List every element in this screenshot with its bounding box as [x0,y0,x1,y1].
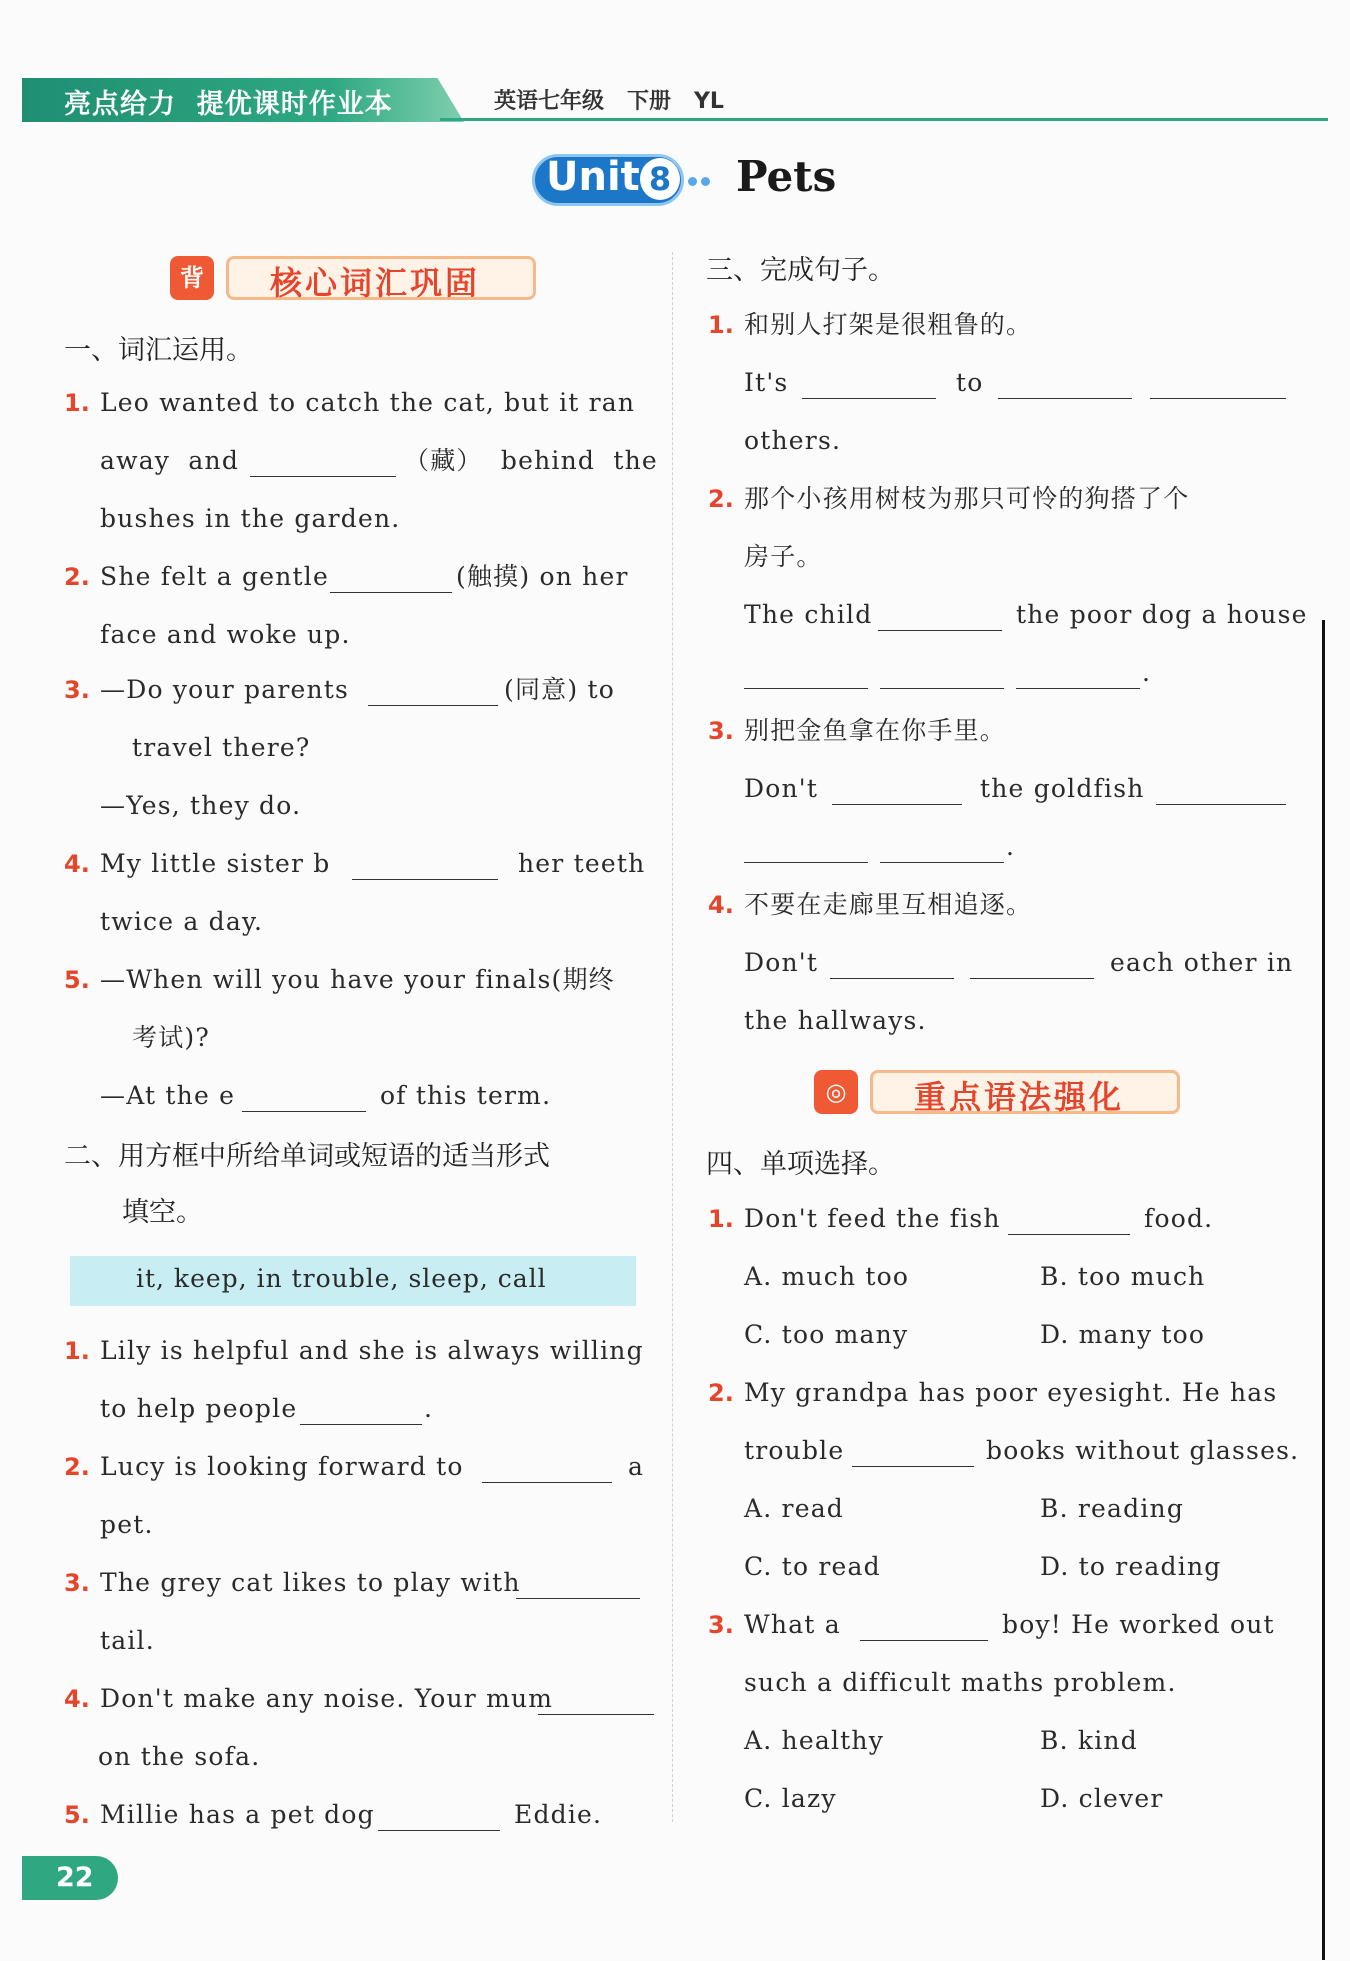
question-number: 3. [708,717,734,745]
question-text: Don't make any noise. Your mum [100,1684,554,1713]
option-a[interactable]: A. read [744,1494,845,1523]
answer-blank[interactable] [880,688,1004,689]
option-a[interactable]: A. much too [744,1262,910,1291]
question-text: Millie has a pet dog [100,1800,375,1829]
word-bank-text: it, keep, in trouble, sleep, call [136,1264,547,1293]
question-number: 5. [64,1801,90,1829]
answer-blank[interactable] [368,705,498,706]
question-number: 4. [64,1685,90,1713]
question-text: （藏） behind the [404,446,658,475]
column-divider [672,252,673,1822]
grammar-section-label: 重点语法强化 [914,1078,1125,1116]
question-text: such a difficult maths problem. [744,1668,1177,1697]
answer-blank[interactable] [880,862,1004,863]
chinese-prompt: 和别人打架是很粗鲁的。 [744,310,1033,339]
question-text: a [628,1452,645,1481]
part2-heading: 二、用方框中所给单词或短语的适当形式 [64,1141,550,1172]
chinese-prompt: 不要在走廊里互相追逐。 [744,890,1033,919]
question-number: 3. [64,1569,90,1597]
book-brand: 亮点给力 提优课时作业本 [64,89,393,120]
question-text: Lucy is looking forward to [100,1452,464,1481]
answer-blank[interactable] [516,1598,640,1599]
question-text: My grandpa has poor eyesight. He has [744,1378,1278,1407]
chinese-prompt: 别把金鱼拿在你手里。 [744,716,1007,745]
question-number: 1. [708,311,734,339]
part2-heading-cont: 填空。 [122,1197,203,1228]
sentence-text: . [1006,832,1016,861]
chinese-prompt: 房子。 [744,542,823,571]
dots-icon [688,171,718,185]
answer-blank[interactable] [860,1640,988,1641]
answer-blank[interactable] [250,476,396,477]
question-number: 5. [64,966,90,994]
option-b[interactable]: B. too much [1040,1262,1206,1291]
sentence-text: the hallways. [744,1006,927,1035]
answer-blank[interactable] [744,862,868,863]
sentence-text: . [1142,658,1152,687]
answer-blank[interactable] [352,879,498,880]
question-text: twice a day. [100,907,264,936]
answer-blank[interactable] [878,630,1002,631]
answer-blank[interactable] [802,398,936,399]
question-number: 2. [708,1379,734,1407]
question-text: travel there? [132,733,311,762]
option-c[interactable]: C. too many [744,1320,909,1349]
question-text: —When will you have your finals(期终 [100,965,615,994]
answer-blank[interactable] [832,804,962,805]
answer-blank[interactable] [852,1466,974,1467]
question-text: books without glasses. [986,1436,1300,1465]
question-text: Leo wanted to catch the cat, but it ran [100,388,636,417]
part3-heading: 三、完成句子。 [706,255,895,286]
target-icon: ◎ [814,1070,858,1114]
question-text: on the sofa. [98,1742,261,1771]
sentence-text: each other in [1110,948,1294,977]
sentence-text: others. [744,426,842,455]
question-number: 4. [708,891,734,919]
question-text: Lily is helpful and she is always willing [100,1336,644,1365]
question-text: of this term. [380,1081,552,1110]
header-rule [440,118,1328,121]
question-text: Eddie. [514,1800,603,1829]
option-a[interactable]: A. healthy [744,1726,885,1755]
answer-blank[interactable] [1016,688,1140,689]
question-number: 2. [64,563,90,591]
question-text: 考试)? [132,1023,210,1052]
question-text: My little sister b [100,849,331,878]
answer-blank[interactable] [242,1111,366,1112]
answer-blank[interactable] [830,978,954,979]
sentence-text: The child [744,600,873,629]
sentence-text: the goldfish [980,774,1145,803]
question-text: pet. [100,1510,154,1539]
answer-blank[interactable] [330,592,452,593]
sentence-text: Don't [744,948,819,977]
question-text: Don't feed the fish [744,1204,1001,1233]
answer-blank[interactable] [970,978,1094,979]
question-text: (同意) to [504,675,615,704]
question-text: She felt a gentle [100,562,329,591]
question-number: 1. [708,1205,734,1233]
question-text: trouble [744,1436,845,1465]
answer-blank[interactable] [538,1714,654,1715]
vocab-section-label: 核心词汇巩固 [270,264,481,302]
question-text: (触摸) on her [456,562,629,591]
question-number: 2. [64,1453,90,1481]
question-text: bushes in the garden. [100,504,401,533]
sentence-text: the poor dog a house [1016,600,1308,629]
unit-word: Unit [546,154,640,200]
question-text: tail. [100,1626,155,1655]
question-text: —Yes, they do. [100,791,302,820]
question-text: . [424,1394,434,1423]
question-number: 1. [64,389,90,417]
answer-blank[interactable] [1150,398,1286,399]
question-text: face and woke up. [100,620,351,649]
option-d[interactable]: D. many too [1040,1320,1206,1349]
question-number: 3. [64,676,90,704]
option-b[interactable]: B. kind [1040,1726,1138,1755]
question-text: her teeth [518,849,646,878]
answer-blank[interactable] [300,1424,422,1425]
question-number: 3. [708,1611,734,1639]
option-c[interactable]: C. lazy [744,1784,837,1813]
option-d[interactable]: D. clever [1040,1784,1164,1813]
answer-blank[interactable] [1156,804,1286,805]
question-number: 1. [64,1337,90,1365]
question-text: The grey cat likes to play with [100,1568,521,1597]
page-number: 22 [22,1856,118,1900]
question-text: to help people [100,1394,298,1423]
sentence-text: It's [744,368,789,397]
answer-blank[interactable] [482,1482,612,1483]
book-info: 英语七年级 下册 YL [494,89,724,114]
option-b[interactable]: B. reading [1040,1494,1185,1523]
sentence-text: to [956,368,984,397]
question-number: 2. [708,485,734,513]
part1-heading: 一、词汇运用。 [64,335,253,366]
answer-blank[interactable] [378,1830,500,1831]
answer-blank[interactable] [1008,1234,1130,1235]
answer-blank[interactable] [998,398,1132,399]
unit-title: Pets [736,152,837,201]
question-text: away and [100,446,240,475]
unit-number: 8 [640,158,680,200]
option-c[interactable]: C. to read [744,1552,881,1581]
question-text: food. [1144,1204,1214,1233]
chinese-prompt: 那个小孩用树枝为那只可怜的狗搭了个 [744,484,1190,513]
answer-blank[interactable] [744,688,868,689]
question-text: —Do your parents [100,675,350,704]
vocab-section-icon: 背 [170,256,214,300]
part4-heading: 四、单项选择。 [706,1149,895,1180]
question-text: boy! He worked out [1002,1610,1275,1639]
question-text: What a [744,1610,841,1639]
question-text: —At the e [100,1081,236,1110]
page-edge-shadow [1322,620,1325,1960]
sentence-text: Don't [744,774,819,803]
question-number: 4. [64,850,90,878]
option-d[interactable]: D. to reading [1040,1552,1222,1581]
